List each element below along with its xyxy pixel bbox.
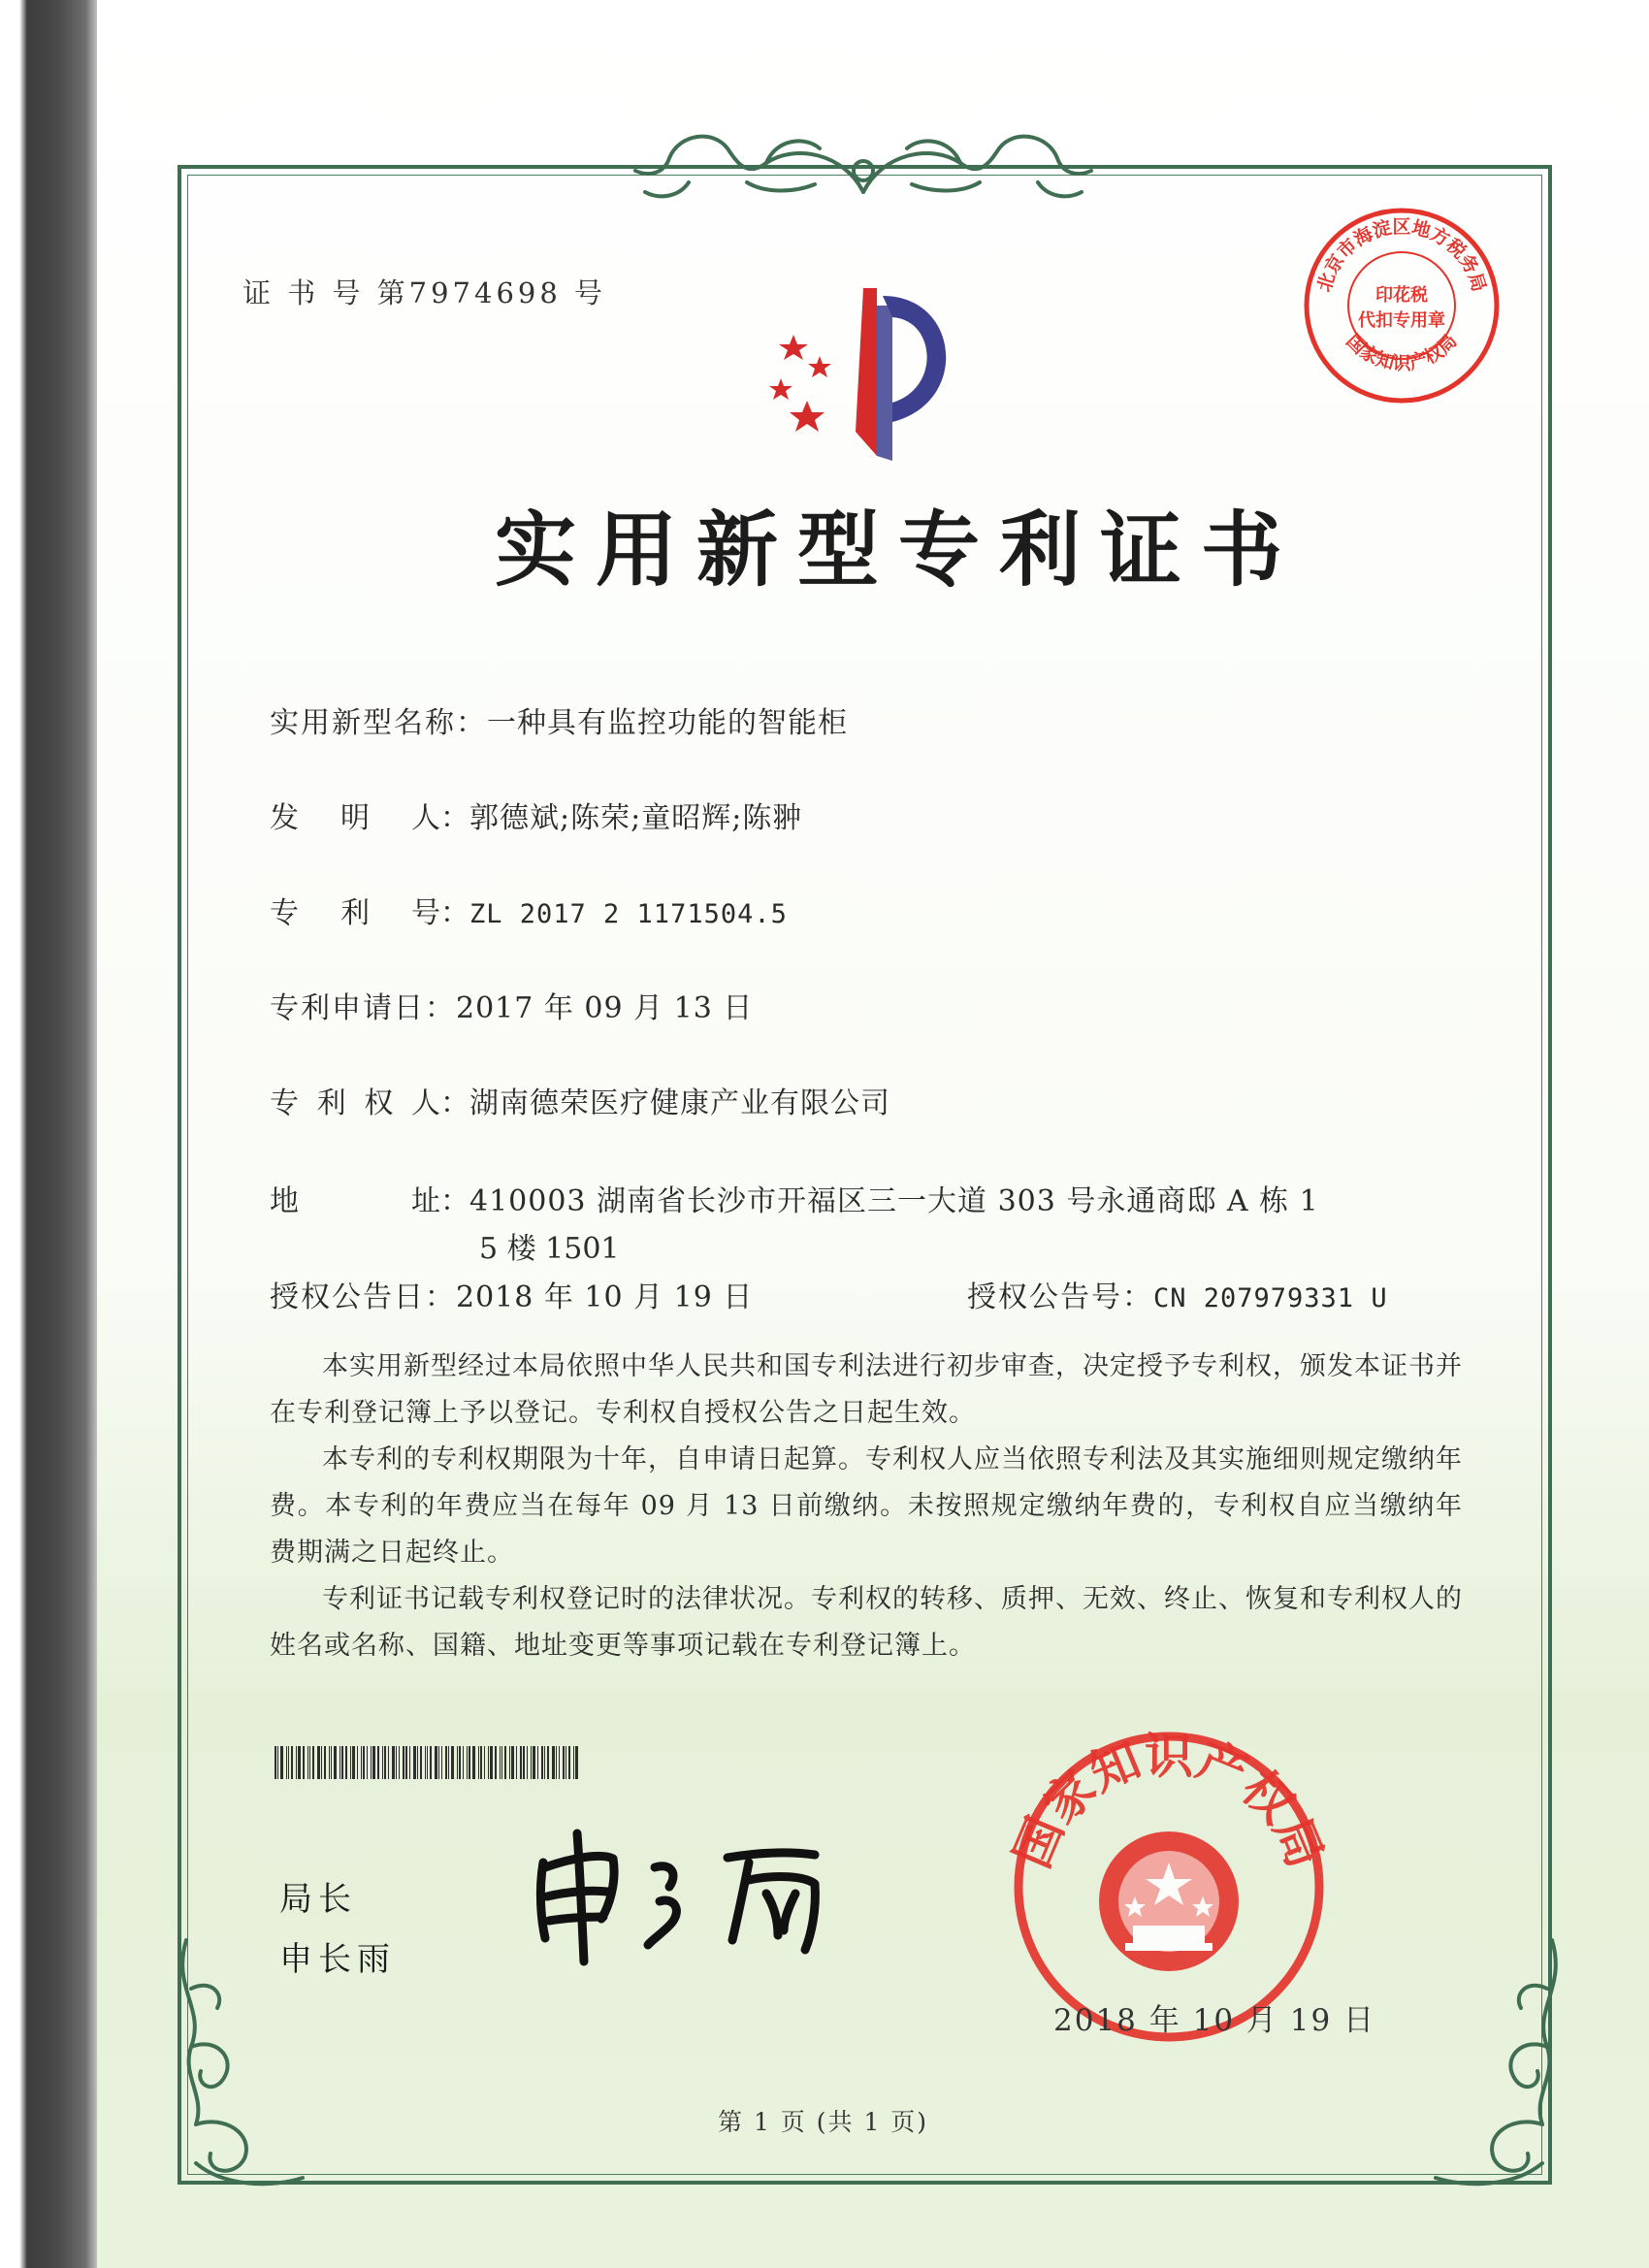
barcode-bar: [563, 1746, 565, 1779]
barcode-bar: [405, 1746, 407, 1779]
patent-number-value: ZL 2017 2 1171504.5: [469, 899, 788, 929]
address-label-char: 址: [411, 1184, 440, 1218]
barcode-bar: [329, 1746, 330, 1779]
barcode-bar: [531, 1746, 532, 1779]
inventor-colon: ：: [440, 801, 469, 835]
barcode-bar: [472, 1746, 475, 1779]
address-colon: ：: [440, 1184, 469, 1218]
inventor-label-char: 人: [411, 801, 440, 835]
barcode-bar: [552, 1746, 555, 1779]
barcode-bar: [484, 1746, 485, 1779]
barcode-bar: [286, 1746, 287, 1779]
address-value-line1: 410003 湖南省长沙市开福区三一大道 303 号永通商邸 A 栋 1: [469, 1184, 1319, 1218]
grant-number-label: 授权公告号：: [967, 1280, 1153, 1314]
seal-date: 2018 年 10 月 19 日: [1053, 2003, 1376, 2038]
barcode-bar: [413, 1746, 416, 1779]
barcode-bar: [361, 1746, 362, 1779]
model-name-row: [270, 698, 848, 741]
grant-number-row: [967, 1273, 1388, 1315]
patent-number-label-char: 利: [340, 896, 370, 930]
barcode-bar: [363, 1746, 365, 1779]
barcode-bar: [291, 1746, 293, 1779]
barcode-bar: [425, 1746, 426, 1779]
director-title: 局长: [279, 1880, 357, 1919]
barcode-bar: [547, 1746, 549, 1779]
certificate-body: [270, 1344, 1463, 1669]
barcode-bar: [312, 1746, 314, 1779]
barcode-bar: [357, 1746, 358, 1779]
barcode-bar: [511, 1746, 514, 1779]
barcode-bar: [275, 1746, 276, 1779]
inventor-row: [270, 794, 802, 836]
barcode-bar: [568, 1746, 570, 1779]
cnipa-logo: [737, 276, 989, 470]
svg-text:国家知识产权局: [1342, 330, 1461, 373]
barcode-bar: [372, 1746, 375, 1779]
barcode-bar: [537, 1746, 538, 1779]
grant-date-value: 2018 年 10 月 19 日: [456, 1280, 754, 1314]
director-name: 申长雨: [279, 1940, 396, 1979]
barcode-bar: [504, 1746, 506, 1779]
barcode-bar: [392, 1746, 395, 1779]
barcode-bar: [527, 1746, 528, 1779]
barcode-bar: [331, 1746, 332, 1779]
top-ornament: [621, 124, 1106, 211]
barcode-bar: [445, 1746, 447, 1779]
barcode-bar: [459, 1746, 461, 1779]
model-name-value: 一种具有监控功能的智能柜: [487, 706, 848, 740]
address-row: [270, 1177, 1319, 1219]
barcode-bar: [417, 1746, 418, 1779]
barcode-bar: [500, 1746, 501, 1779]
svg-text:北京市海淀区地方税务局: [1313, 216, 1489, 295]
barcode-bar: [441, 1746, 442, 1779]
barcode-bar: [324, 1746, 326, 1779]
patentee-label-char: 权: [364, 1086, 394, 1120]
barcode-bar: [403, 1746, 404, 1779]
barcode-bar: [350, 1746, 351, 1779]
scan-binding-edge: [0, 0, 107, 2268]
barcode-bar: [388, 1746, 389, 1779]
inventor-label-char: 明: [340, 801, 370, 835]
barcode-bar: [457, 1746, 458, 1779]
barcode-bar: [377, 1746, 379, 1779]
barcode-bar: [490, 1746, 493, 1779]
patent-number-colon: ：: [440, 896, 469, 930]
patent-number-label-char: 号: [411, 896, 440, 930]
address-label-char: 地: [270, 1184, 299, 1218]
logo-stars-icon: [769, 335, 831, 432]
patentee-label-char: 专: [270, 1086, 299, 1120]
barcode-bar: [523, 1746, 525, 1779]
barcode-bar: [396, 1746, 397, 1779]
inventor-label: [270, 794, 440, 836]
national-emblem-icon: [1099, 1831, 1239, 1971]
address-value-line2: 5 楼 1501: [479, 1232, 620, 1266]
address-label: [270, 1177, 440, 1219]
barcode-bar: [334, 1746, 337, 1779]
barcode-bar: [478, 1746, 479, 1779]
tax-stamp-outer-text: 北京市海淀区地方税务局: [1313, 216, 1490, 295]
bottom-right-ornament: [1426, 1930, 1571, 2202]
barcode-bar: [556, 1746, 557, 1779]
barcode-bar: [430, 1746, 432, 1779]
barcode-bar: [317, 1746, 320, 1779]
body-paragraph: 专利证书记载专利权登记时的法律状况。专利权的转移、质押、无效、终止、恢复和专利权人的姓名或名称、国籍、地址变更等事项记载在专利登记簿上。: [270, 1584, 1463, 1661]
filing-date-value: 2017 年 09 月 13 日: [456, 991, 754, 1025]
filing-date-label: 专利申请日：: [270, 991, 456, 1025]
barcode-bar: [309, 1746, 310, 1779]
barcode-bar: [288, 1746, 289, 1779]
barcode-bar: [463, 1746, 464, 1779]
grant-number-value: CN 207979331 U: [1153, 1283, 1388, 1313]
certificate-title: 实用新型专利证书: [495, 502, 1303, 598]
barcode-bar: [345, 1746, 347, 1779]
tax-stamp: [1300, 204, 1504, 407]
barcode-bar: [307, 1746, 308, 1779]
patentee-colon: ：: [440, 1086, 469, 1120]
grant-date-row: [270, 1273, 753, 1315]
barcode-bar: [399, 1746, 400, 1779]
patent-number-label: [270, 889, 440, 931]
barcode-bar: [435, 1746, 437, 1779]
barcode-bar: [509, 1746, 510, 1779]
barcode-bar: [575, 1746, 578, 1779]
barcode-bar: [438, 1746, 439, 1779]
patentee-label: [270, 1079, 440, 1121]
barcode-bar: [559, 1746, 560, 1779]
barcode-bar: [480, 1746, 482, 1779]
page-indicator: 第 1 页 (共 1 页): [718, 2108, 929, 2136]
barcode-bar: [469, 1746, 470, 1779]
barcode-bar: [303, 1746, 305, 1779]
patentee-label-char: 人: [410, 1086, 440, 1120]
barcode-bar: [573, 1746, 574, 1779]
patentee-row: [270, 1079, 890, 1121]
barcode-bar: [501, 1746, 502, 1779]
barcode-bar: [544, 1746, 545, 1779]
barcode-bar: [495, 1746, 497, 1779]
director-signature: [524, 1824, 873, 1969]
grant-date-label: 授权公告日：: [270, 1280, 456, 1314]
barcode-bar: [541, 1746, 543, 1779]
patent-number-row: [270, 889, 788, 931]
certificate-number: 证 书 号 第7974698 号: [242, 276, 607, 309]
tax-stamp-inner-line1: 印花税: [1375, 285, 1428, 306]
barcode-bar: [382, 1746, 383, 1779]
barcode-bar: [280, 1746, 283, 1779]
barcode-bar: [516, 1746, 517, 1779]
barcode-bar: [321, 1746, 322, 1779]
barcode-bar: [448, 1746, 449, 1779]
barcode-bar: [451, 1746, 454, 1779]
barcode-bar: [371, 1746, 372, 1779]
patentee-label-char: 利: [316, 1086, 346, 1120]
seal-text: 国家知识产权局: [1003, 1728, 1335, 1876]
tax-stamp-inner-line2: 代扣专用章: [1358, 310, 1445, 331]
barcode-bar: [427, 1746, 428, 1779]
inventor-value: 郭德斌;陈荣;童昭辉;陈翀: [469, 801, 803, 835]
barcode-bar: [384, 1746, 386, 1779]
barcode-bar: [533, 1746, 535, 1779]
barcode-bar: [367, 1746, 368, 1779]
barcode-bar: [467, 1746, 468, 1779]
patentee-value: 湖南德荣医疗健康产业有限公司: [469, 1086, 890, 1120]
barcode-bar: [409, 1746, 410, 1779]
body-paragraph: 本专利的专利权期限为十年，自申请日起算。专利权人应当依照专利法及其实施细则规定缴纳年费。本专利的年费应当在每年 09 月 13 日前缴纳。未按照规定缴纳年费的，专利权自应当缴纳年费期满之日起终止。: [270, 1444, 1463, 1568]
barcode-bar: [520, 1746, 522, 1779]
tax-stamp-bottom-text: 国家知识产权局: [1342, 330, 1462, 374]
barcode-bar: [296, 1746, 297, 1779]
barcode-bar: [488, 1746, 489, 1779]
barcode-bar: [420, 1746, 422, 1779]
inventor-label-char: 发: [270, 801, 299, 835]
body-paragraph: 本实用新型经过本局依照中华人民共和国专利法进行初步审查，决定授予专利权，颁发本证书并在专利登记簿上予以登记。专利权自授权公告之日起生效。: [270, 1351, 1463, 1428]
barcode-bar: [352, 1746, 355, 1779]
barcode: [275, 1746, 682, 1779]
patent-number-label-char: 专: [270, 896, 299, 930]
barcode-bar: [277, 1746, 278, 1779]
barcode-bar: [298, 1746, 301, 1779]
barcode-bar: [341, 1746, 343, 1779]
model-name-label: 实用新型名称：: [270, 706, 487, 740]
filing-date-row: [270, 984, 753, 1026]
